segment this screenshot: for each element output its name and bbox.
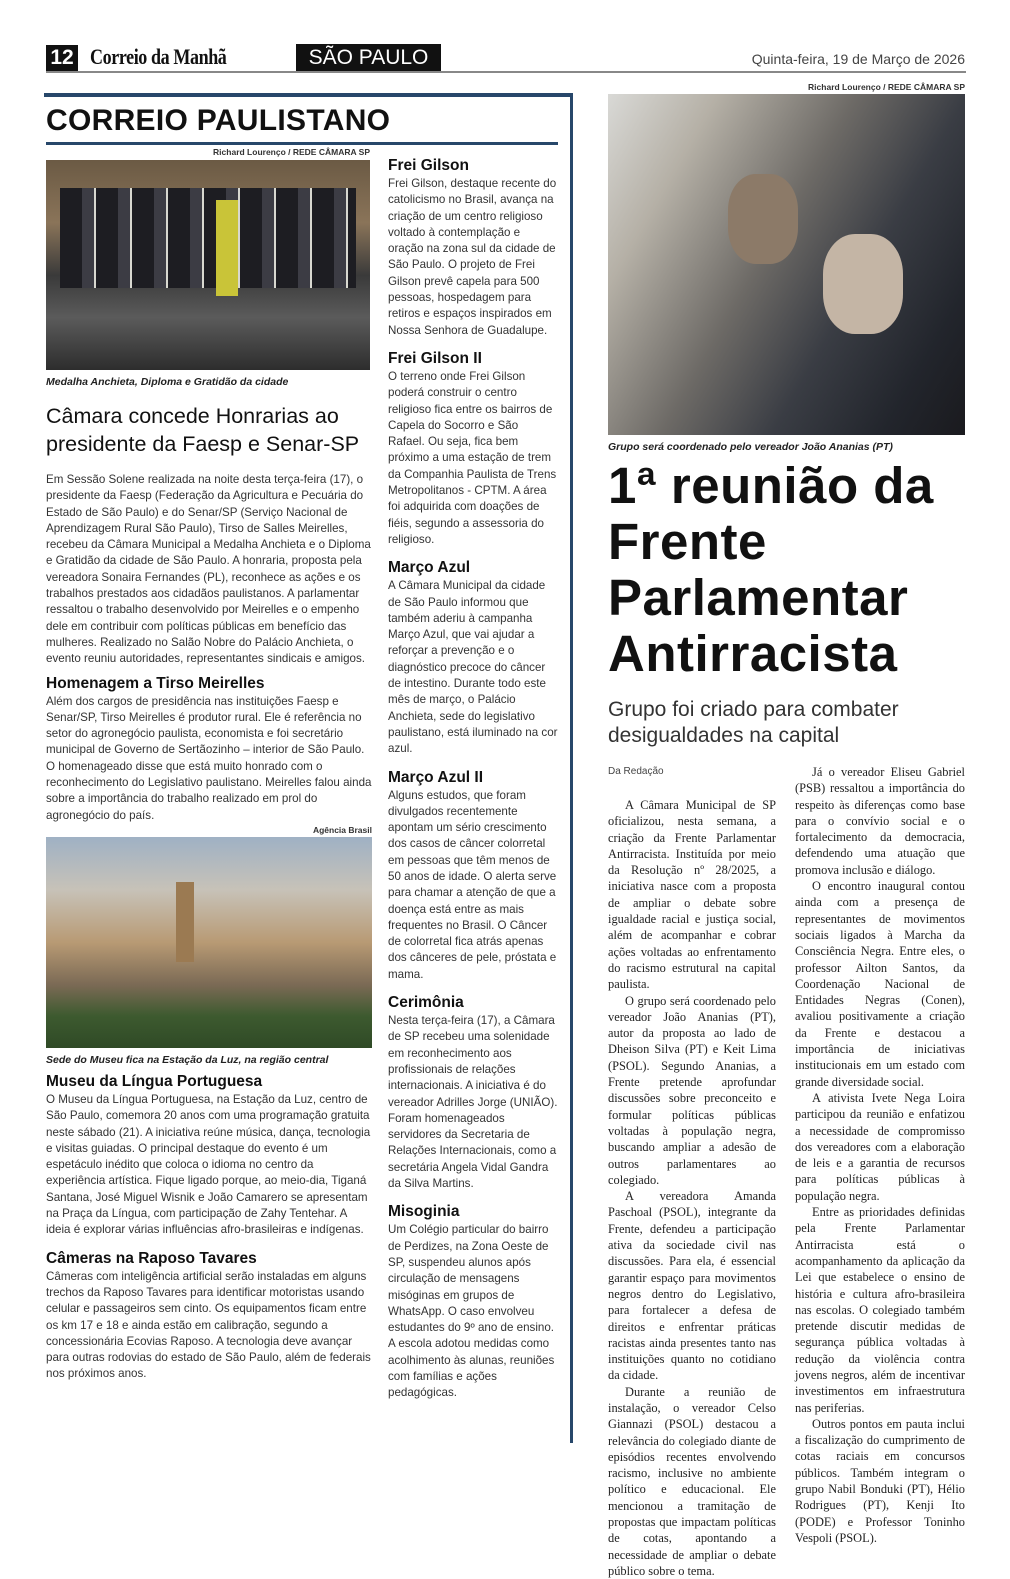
left-column bbox=[46, 472, 372, 1383]
person-yellow-outfit bbox=[216, 200, 238, 296]
article-subheadline: Grupo foi criado para combater desigualdades na capital bbox=[608, 698, 899, 747]
lead-text: Em Sessão Solene realizada na noite desta terça-feira (17), o presidente da Faesp (Federação da Agricultura e Pecuária do Estado de São Paulo) e do Senar/SP (Serviço Nacional de Aprendizagem Rural São Paulo), Tirso de Salles Meirelles, recebeu da Câmara Municipal a Medalha Anchieta e o Diploma e Gratidão da cidade de São Paulo. A honraria, proposta pela vereadora Sonaira Fernandes (PL), reconhece as ações e os trabalhos prestados aos cidadãos paulistanos. A parlamentar ressaltou o trabalho desenvolvido por Meirelles e o empenho dele em contribuir com políticas públicas em benefício das mulheres. Realizado no Salão Nobre do Palácio Anchieta, o evento reuniu autoridades, representantes sindicais e amigos. bbox=[46, 473, 371, 666]
ceremony-photo bbox=[46, 160, 370, 370]
photo-credit: Richard Lourenço / REDE CÂMARA SP bbox=[213, 147, 370, 157]
note-text: Um Colégio particular do bairro de Perdizes, na Zona Oeste de SP, suspendeu alunos após circulação de mensagens misóginas em grupos de WhatsApp. O caso envolveu estudantes do 9º ano de ensino. A escola adotou medidas como acolhimento às alunas, reuniões com famílias e ações pedagógicas. bbox=[388, 1223, 555, 1400]
clock-tower-image bbox=[176, 882, 194, 962]
note-text: Câmeras com inteligência artificial serão instaladas em alguns trechos da Raposo Tavares para identificar motoristas usando celular e passageiros sem cinto. Os equipamentos ficam entre os km 17 e 18 e ainda estão em calibração, segundo a concessionária Ecovias Raposo. A tecnologia deve avançar para outras rodovias do estado de São Paulo, além de federais nos próximos anos. bbox=[46, 1269, 371, 1381]
meeting-photo bbox=[608, 94, 965, 435]
page-number: 12 bbox=[46, 45, 78, 71]
note-text: Além dos cargos de presidência nas instituições Faesp e Senar/SP, Tirso Meirelles é produtor rural. Ele é referência no setor do agronegócio paulista, economista e foi secretário municipal de Governo de Sertãozinho – interior de São Paulo. O homenageado disse que está muito honrado com o reconhecimento do Legislativo paulistano. Meirelles falou ainda sobre a importância do trabalho realizado em prol do agronegócio do país. bbox=[46, 694, 372, 822]
note-title: Frei Gilson II bbox=[388, 349, 482, 367]
photo-caption: Medalha Anchieta, Diploma e Gratidão da cidade bbox=[46, 376, 289, 388]
note-text: O Museu da Língua Portuguesa, na Estação da Luz, centro de São Paulo, comemora 20 anos com uma programação gratuita neste sábado (21). A iniciativa reúne música, dança, tecnologia e visitas guiadas. O principal destaque do evento é um espetáculo inédito que coloca o idioma no centro da experiência artística. Fique ligado porque, ao meio-dia, Tiganá Santana, José Miguel Wisnik e João Camarero se apresentam na Praça da Língua, com participação de Zahy Tentehar. A ideia é explorar várias influências afro-brasileiras e indígenas. bbox=[46, 1092, 371, 1237]
article-column-1 bbox=[608, 797, 776, 1579]
article-paragraph: A Câmara Municipal de SP oficializou, nesta semana, a criação da Frente Parlamentar Antirracista. Instituída por meio da Resolução nº 28/2025, a iniciativa nasce com a proposta de ampliar o debate sobre igualdade racial e justiça social, além de acompanhar e cobrar ações voltadas ao enfrentamento do racismo estrutural na capital paulista. bbox=[608, 798, 776, 992]
note-title: Museu da Língua Portuguesa bbox=[46, 1072, 263, 1090]
note-text: Nesta terça-feira (17), a Câmara de SP recebeu uma solenidade em reconhecimento aos profissionais de relações internacionais. A iniciativa é do vereador Adrilles Jorge (UNIÃO). Foram homenageados servidores da Secretaria de Relações Internacionais, como a secretária Angela Vidal Gandra da Silva Martins. bbox=[388, 1014, 558, 1191]
column-title: CORREIO PAULISTANO bbox=[46, 104, 391, 137]
article-paragraph: Já o vereador Eliseu Gabriel (PSB) ressaltou a importância do respeito às diferenças como base para o convívio social e o fortalecimento da democracia, defendendo uma atuação que promova inclusão e diálogo. bbox=[795, 765, 965, 877]
article-paragraph: O grupo será coordenado pelo vereador João Ananias (PT), autor da proposta ao lado de Dheison Silva (PT) e Keit Lima (PSOL). Segundo Ananias, a Frente pretende aprofundar discussões sobre preconceito e formular políticas públicas voltadas à população negra, buscando ampliar a adesão de outros parlamentares ao colegiado. bbox=[608, 993, 776, 1187]
newspaper-logo: Correio da Manhã bbox=[90, 44, 227, 69]
people-group-image bbox=[60, 188, 356, 288]
note-text: O terreno onde Frei Gilson poderá construir o centro religioso fica entre os bairros de Capela do Socorro e São Rafael. Ou seja, fica bem próximo a uma estação de trem da Companhia Paulista de Trens Metropolitanos - CPTM. A área foi adquirida com doações de fiéis, segundo a assessoria do religioso. bbox=[388, 369, 557, 546]
article-paragraph: A vereadora Amanda Paschoal (PSOL), integrante da Frente, defendeu a participação ativa da sociedade civil nas discussões. Para ela, é essencial garantir espaço para movimentos negros dentro do Legislativo, para fortalecer a defesa de direitos e enfrentar práticas racistas ainda presentes tanto nas instituições quanto no cotidiano da cidade. bbox=[608, 1189, 776, 1383]
note-title: Frei Gilson bbox=[388, 157, 469, 174]
article-column-2 bbox=[795, 764, 965, 1546]
person-image bbox=[728, 174, 798, 264]
article-paragraph: Outros pontos em pauta inclui a fiscalização do cumprimento de cotas raciais em concursos públicos. Também integram o grupo Nabil Bonduki (PT), Hélio Rodrigues (PT), Kenji Ito (PODE) e Professor Toninho Vespoli (PSOL). bbox=[795, 1416, 965, 1545]
photo-caption: Grupo será coordenado pelo vereador João Ananias (PT) bbox=[608, 441, 893, 453]
photo-credit: Agência Brasil bbox=[312, 824, 372, 835]
article-paragraph: Entre as prioridades definidas pela Frente Parlamentar Antirracista está o acompanhamento da aplicação da Lei que estabelece o ensino de história e cultura afro-brasileira nas escolas. O colegiado também pretende discutir medidas de segurança pública voltadas à redução da violência contra jovens negros, além de incentivar investimentos em infraestrutura nas periferias. bbox=[795, 1205, 965, 1415]
person-image bbox=[823, 234, 903, 334]
note-text: Frei Gilson, destaque recente do catolicismo no Brasil, avança na criação de um centro religioso voltado à contemplação e oração na zona sul da cidade de São Paulo. O projeto de Frei Gilson prevê capela para 500 pessoas, hospedagem para retiros e espaços inspirados em Nossa Senhora de Guadalupe. bbox=[388, 177, 557, 337]
photo-caption: Sede do Museu fica na Estação da Luz, na região central bbox=[46, 1053, 329, 1066]
byline: Da Redação bbox=[608, 766, 664, 777]
header-divider bbox=[46, 71, 966, 73]
article-headline: 1ª reunião da Frente Parlamentar Antirracista bbox=[608, 457, 934, 682]
note-title: Março Azul II bbox=[388, 768, 484, 786]
article-paragraph: O encontro inaugural contou ainda com a presença de representantes de movimentos sociais ligados à Marcha da Consciência Negra. Entre eles, o professor Ailton Santos, da Coordenação Nacional de Entidades Negras (Conen), avaliou positivamente a criação da Frente e destacou a importância de iniciativas institucionais em um estado com grande diversidade social. bbox=[795, 879, 965, 1089]
section-label: SÃO PAULO bbox=[296, 44, 441, 72]
note-title: Março Azul bbox=[388, 559, 471, 577]
note-text: A Câmara Municipal da cidade de São Paulo informou que também aderiu à campanha Março Azul, que vai ajudar a reforçar a prevenção e o diagnóstico precoce do câncer de intestino. Durante todo este mês de março, o Palácio Anchieta, sede do legislativo paulistano, está iluminado na cor azul. bbox=[388, 579, 558, 756]
column-title-rule bbox=[46, 142, 558, 145]
article-paragraph: A ativista Ivete Nega Loira participou da reunião e enfatizou a necessidade de compromisso dos vereadores com a elaboração de leis e a garantia de recursos para políticas públicas à população negra. bbox=[795, 1090, 965, 1203]
middle-column bbox=[388, 150, 558, 1402]
photo-credit: Richard Lourenço / REDE CÂMARA SP bbox=[808, 82, 965, 92]
note-title: Cerimônia bbox=[388, 994, 464, 1012]
note-title: Misoginia bbox=[388, 1203, 460, 1221]
note-title: Câmeras na Raposo Tavares bbox=[46, 1249, 257, 1267]
note-text: Alguns estudos, que foram divulgados recentemente apontam um sério crescimento dos casos de câncer colorretal em pessoas que têm menos de 50 anos de idade. O alerta serve para chamar a atenção de que a doença está entre as mais frequentes no Brasil. O Câncer de colorretal fica atrás apenas dos cânceres de pele, próstata e mama. bbox=[388, 788, 557, 981]
column-headline: Câmara concede Honrarias ao presidente da Faesp e Senar-SP bbox=[46, 404, 360, 456]
note-title: Homenagem a Tirso Meirelles bbox=[46, 674, 265, 692]
issue-date: Quinta-feira, 19 de Março de 2026 bbox=[751, 51, 965, 67]
museum-photo bbox=[46, 837, 372, 1048]
article-paragraph: Durante a reunião de instalação, o vereador Celso Giannazi (PSOL) destacou a relevância do colegiado diante de episódios recentes envolvendo racismo, inclusive no ambiente político e educacional. Ele mencionou a tramitação de propostas que impactam políticas de cotas, apontando a necessidade de ampliar o debate público sobre o tema. bbox=[608, 1384, 776, 1578]
